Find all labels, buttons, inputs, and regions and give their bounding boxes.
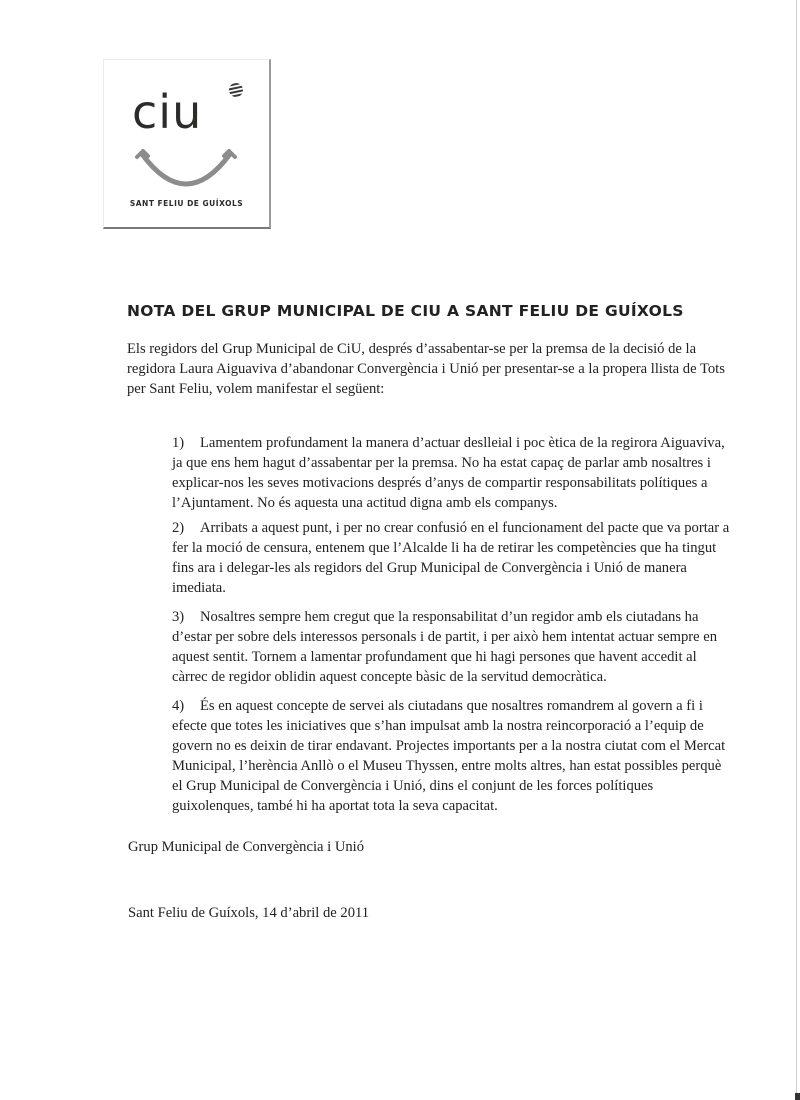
numbered-item-2 xyxy=(172,518,729,598)
item-line: aquest sentit. Tornem a lamentar profundament que hi hagi persones que havent accedit al xyxy=(172,649,697,665)
intro-line: Els regidors del Grup Municipal de CiU, després d’assabentar-se per la premsa de la decisió de la xyxy=(127,341,697,357)
item-line: ja que ens hem hagut d’assabentar per la premsa. No ha estat capaç de parlar amb nosaltres i xyxy=(172,455,711,471)
item-line: efecte que totes les iniciatives que s’han impulsat amb la nostra reincorporació a l’equip de xyxy=(172,718,704,734)
intro-line: per Sant Feliu, volem manifestar el següent: xyxy=(127,381,385,397)
numbered-item-1 xyxy=(172,433,725,513)
item-line: explicar-nos les seves motivacions després d’anys de compartir responsabilitats polítiques a xyxy=(172,475,708,491)
item-line: d’estar per sobre dels interessos personals i de partit, i per això hem intentat actuar sempre en xyxy=(172,629,718,645)
signature: Grup Municipal de Convergència i Unió xyxy=(128,839,365,855)
numbered-item-4 xyxy=(172,696,725,816)
item-line: fins ara i delegar-les als regidors del Grup Municipal de Convergència i Unió de manera xyxy=(172,560,687,576)
item-line: càrrec de regidor oblidin aquest concepte bàsic de la servitud democràtica. xyxy=(172,669,607,685)
smile-icon xyxy=(134,146,238,192)
scan-edge-line xyxy=(796,0,797,1100)
intro-paragraph xyxy=(127,339,725,399)
item-number: 2) xyxy=(172,520,185,536)
dateline: Sant Feliu de Guíxols, 14 d’abril de 2011 xyxy=(128,905,370,921)
item-line: el Grup Municipal de Convergència i Unió, dins el conjunt de les forces polítiques xyxy=(172,778,654,794)
item-line: guixolenques, també hi ha aportat tota la seva capacitat. xyxy=(172,798,498,814)
item-line: Lamentem profundament la manera d’actuar deslleial i poc ètica de la regirora Aiguaviva, xyxy=(200,435,725,451)
intro-line: regidora Laura Aiguaviva d’abandonar Convergència i Unió per presentar-se a la propera llista de Tots xyxy=(127,361,725,377)
item-line: imediata. xyxy=(172,580,226,596)
document-title: NOTA DEL GRUP MUNICIPAL DE CIU A SANT FELIU DE GUÍXOLS xyxy=(127,302,684,320)
logo-wordmark: ciu xyxy=(132,85,203,139)
item-line: Nosaltres sempre hem cregut que la responsabilitat d’un regidor amb els ciutadans ha xyxy=(200,609,699,625)
item-line: És en aquest concepte de servei als ciutadans que nosaltres romandrem al govern a fi i xyxy=(200,698,703,714)
ciu-logo xyxy=(103,59,271,229)
item-number: 1) xyxy=(172,435,185,451)
item-line: Municipal, l’herència Anllò o el Museu Thyssen, entre molts altres, han estat possibles perquè xyxy=(172,758,722,774)
item-line: Arribats a aquest punt, i per no crear confusió en el funcionament del pacte que va portar a xyxy=(200,520,730,536)
item-number: 4) xyxy=(172,698,185,714)
scan-corner-mark xyxy=(795,1093,800,1100)
item-line: l’Ajuntament. No és aquesta una actitud digna amb els companys. xyxy=(172,495,558,511)
item-number: 3) xyxy=(172,609,185,625)
item-line: govern no es deixin de tirar endavant. Projectes importants per a la nostra ciutat com el Mercat xyxy=(172,738,726,754)
globe-icon xyxy=(228,82,244,98)
logo-city-name: SANT FELIU DE GUÍXOLS xyxy=(129,199,244,208)
item-line: fer la moció de censura, entenem que l’Alcalde li ha de retirar les competències que ha tingut xyxy=(172,540,717,556)
numbered-item-3 xyxy=(172,607,717,687)
